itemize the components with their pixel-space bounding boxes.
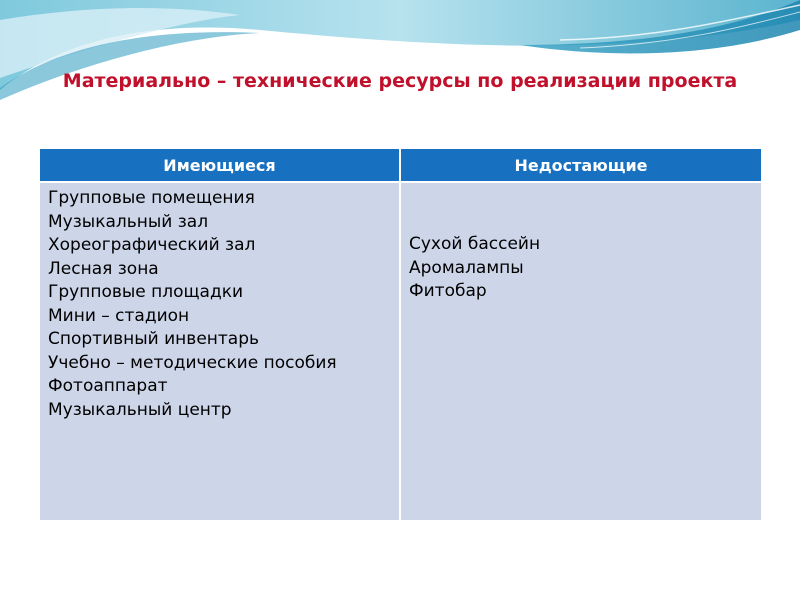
table-row — [40, 182, 761, 520]
available-cell — [40, 182, 400, 520]
list-item: Групповые помещения — [48, 188, 255, 208]
table-header-row — [40, 149, 761, 182]
list-item: Фитобар — [409, 281, 487, 302]
list-item: Аромалампы — [409, 257, 524, 278]
resources-table — [40, 149, 761, 520]
list-item: Музыкальный центр — [48, 399, 232, 420]
missing-cell — [400, 182, 761, 520]
list-item: Музыкальный зал — [48, 211, 209, 232]
list-item: Фотоаппарат — [48, 376, 168, 396]
header-missing: Недостающие — [400, 149, 761, 182]
list-item: Учебно – методические пособия — [48, 352, 337, 373]
slide-title: Материально – технические ресурсы по реализации проекта — [62, 70, 738, 92]
list-item: Спортивный инвентарь — [48, 329, 260, 349]
header-available: Имеющиеся — [40, 149, 400, 182]
list-item: Хореографический зал — [48, 235, 256, 255]
list-item: Мини – стадион — [48, 305, 190, 326]
list-item: Сухой бассейн — [409, 234, 541, 255]
list-item: Групповые площадки — [48, 282, 244, 302]
list-item: Лесная зона — [48, 258, 159, 279]
